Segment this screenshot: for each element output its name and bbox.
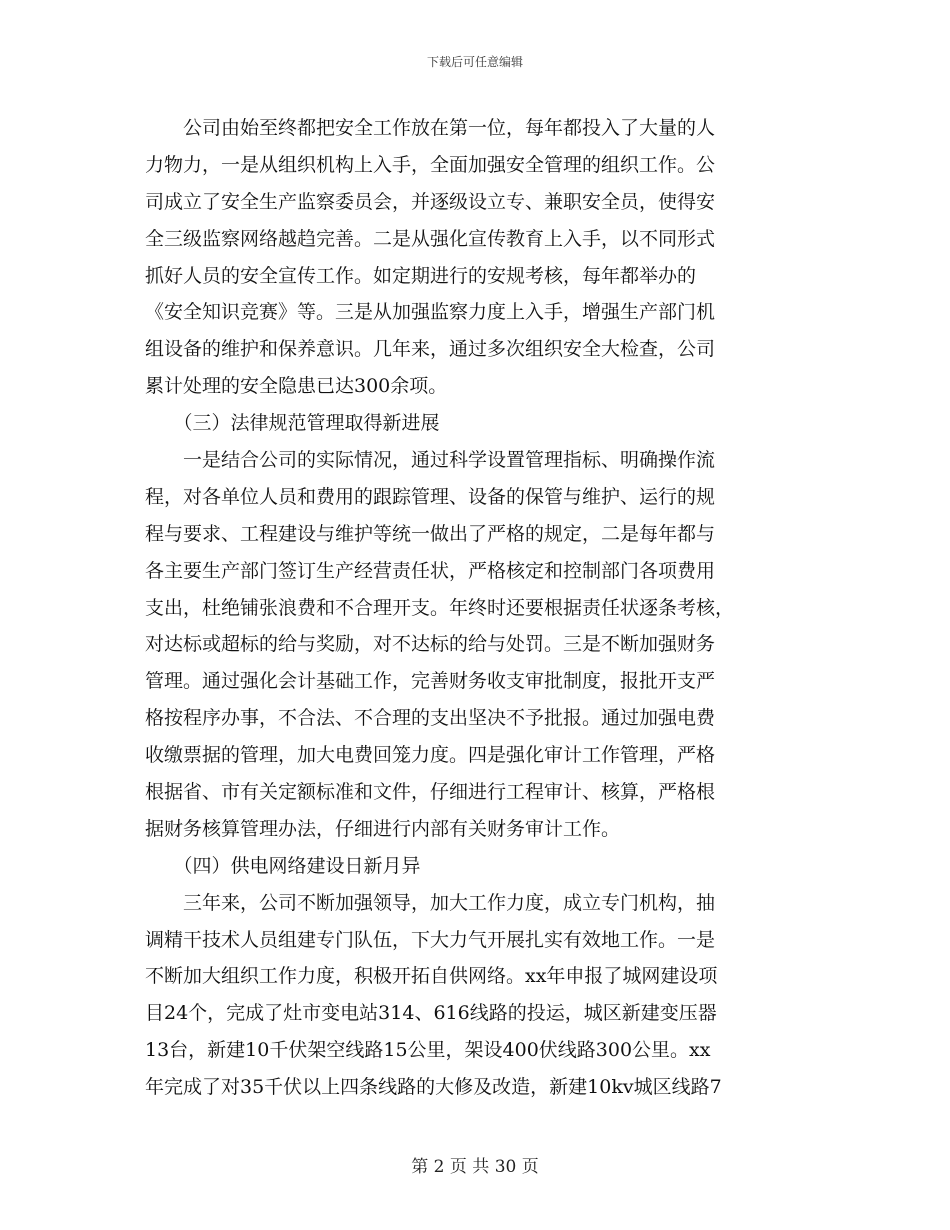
text-line: 抓好人员的安全宣传工作。如定期进行的安规考核，每年都举办的: [145, 264, 697, 287]
page-footer: 第 2 页 共 30 页: [411, 1157, 539, 1177]
text-line: 目24个，完成了灶市变电站314、616线路的投运，城区新建变压器: [145, 1002, 717, 1025]
text-line: 支出，杜绝铺张浪费和不合理开支。年终时还要根据责任状逐条考核，: [145, 596, 735, 619]
text-line: 年完成了对35千伏以上四条线路的大修及改造，新建10kv城区线路7: [145, 1076, 722, 1099]
text-line: 公司由始至终都把安全工作放在第一位，每年都投入了大量的人: [145, 117, 716, 139]
text-line: 根据省、市有关定额标准和文件，仔细进行工程审计、核算，严格根: [145, 781, 716, 804]
text-line: 13台，新建10千伏架空线路15公里，架设400伏线路300公里。xx: [145, 1039, 711, 1062]
text-line: 累计处理的安全隐患已达300余项。: [145, 375, 448, 398]
section-heading: （三）法律规范管理取得新进展: [145, 412, 440, 435]
body-text: [145, 110, 810, 1106]
text-line: 管理。通过强化会计基础工作，完善财务收支审批制度，报批开支严: [145, 670, 716, 693]
text-line: 格按程序办事，不合法、不合理的支出坚决不予批报。通过加强电费: [145, 707, 716, 730]
text-line: 据财务核算管理办法，仔细进行内部有关财务审计工作。: [145, 817, 621, 840]
text-line: 程，对各单位人员和费用的跟踪管理、设备的保管与维护、运行的规: [145, 485, 716, 508]
text-line: 一是结合公司的实际情况，通过科学设置管理指标、明确操作流: [145, 449, 716, 472]
text-line: 收缴票据的管理，加大电费回笼力度。四是强化审计工作管理，严格: [145, 744, 716, 767]
text-line: 不断加大组织工作力度，积极开拓自供网络。xx年申报了城网建设项: [145, 965, 718, 988]
text-line: 全三级监察网络越趋完善。二是从强化宣传教育上入手，以不同形式: [145, 227, 716, 250]
text-line: 《安全知识竞赛》等。三是从加强监察力度上入手，增强生产部门机: [145, 301, 716, 324]
text-line: 调精干技术人员组建专门队伍，下大力气开展扎实有效地工作。一是: [145, 928, 716, 951]
text-line: 程与要求、工程建设与维护等统一做出了严格的规定，二是每年都与: [145, 522, 716, 545]
text-line: 力物力，一是从组织机构上入手，全面加强安全管理的组织工作。公: [145, 153, 716, 176]
text-line: 三年来，公司不断加强领导，加大工作力度，成立专门机构，抽: [145, 891, 716, 914]
text-line: 组设备的维护和保养意识。几年来，通过多次组织安全大检查，公司: [145, 338, 716, 361]
text-line: 对达标或超标的给与奖励，对不达标的给与处罚。三是不断加强财务: [145, 633, 716, 656]
text-line: 各主要生产部门签订生产经营责任状，严格核定和控制部门各项费用: [145, 559, 716, 582]
section-heading: （四）供电网络建设日新月异: [145, 854, 421, 877]
text-line: 司成立了安全生产监察委员会，并逐级设立专、兼职安全员，使得安: [145, 190, 716, 213]
page-header: 下载后可任意编辑: [426, 55, 523, 69]
